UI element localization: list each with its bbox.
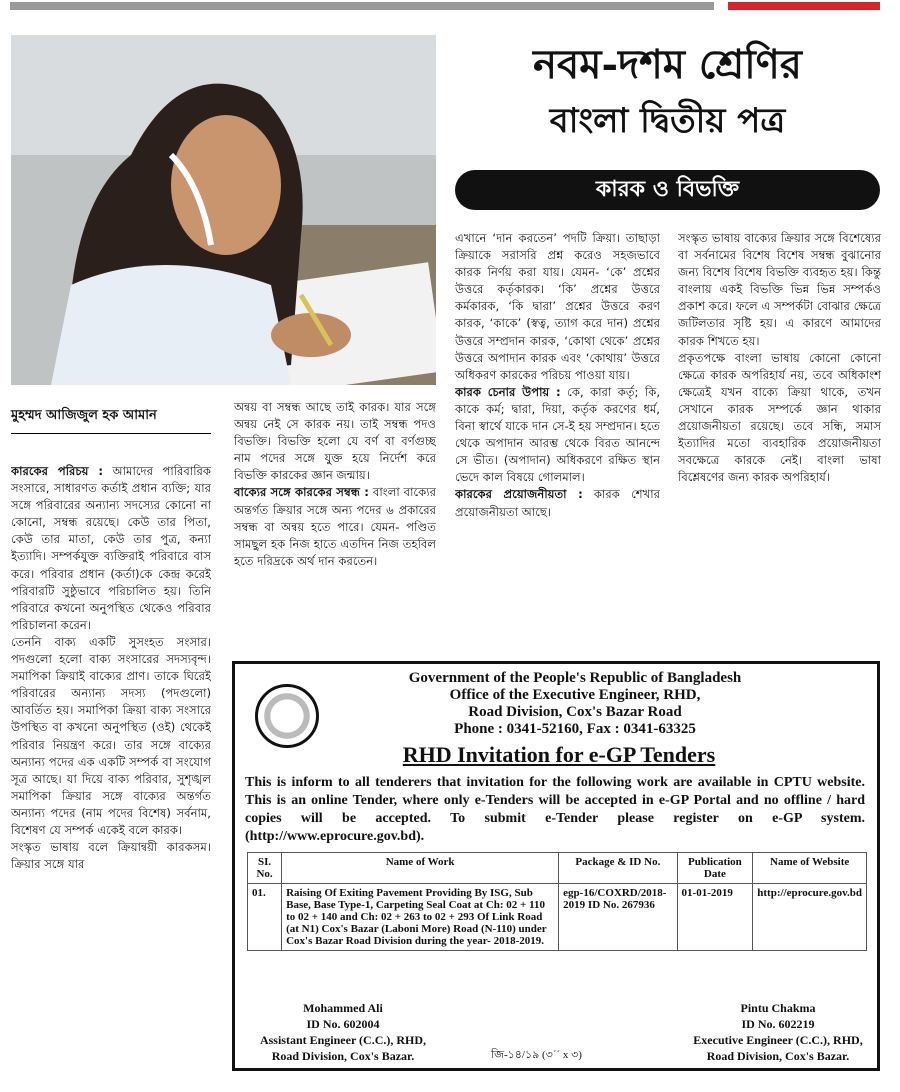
section-heading: কারক চেনার উপায় : bbox=[455, 384, 561, 399]
notice-line: Office of the Executive Engineer, RHD, bbox=[449, 687, 701, 703]
notice-line: Phone : 0341-52160, Fax : 0341-63325 bbox=[454, 721, 696, 737]
table-row bbox=[248, 884, 867, 951]
page-title: নবম-দশম শ্রেণির bbox=[533, 41, 802, 88]
paragraph: সংস্কৃত ভাষায় বলে ক্রিয়ান্বয়ী কারকসম। ক্রিয়ার সঙ্গে যার bbox=[11, 840, 211, 872]
paragraph: তেননি বাক্য একটি সুসংহত সংসার। পদগুলো হলো বাক্য সংসারের সদস্যবৃন্দ। সমাপিকা ক্রিয়াই বাক্যের প্রাণ। তাকে ঘিরেই পরিবারের অন্যান্য সদস্য (পদগুলো) আবর্তিত হয়। সমাপিকা ক্রিয়া বাক্য সংসারে উপস্থিত বা কখনো অনুপস্থিত (ওই) থেকেই পরিবার নিয়ন্ত্রণ করে। তার সঙ্গে বাক্যের অন্যান্য পদের এক একটি সম্পর্ক বা সংযোগ সূত্র আছে। যা দিয়ে বাক্য পরিবার, সুশৃঙ্খল সমাপিকা ক্রিয়ার সঙ্গে বাক্যের অন্তর্গত অন্যান্য পদের (নাম পদের বিশেষ) সর্বনাম, বিশেষণ যে সম্পর্ক একেই বলে কারক। bbox=[11, 634, 211, 837]
table-cell: Raising Of Exiting Pavement Providing By ISG, Sub Base, Base Type-1, Carpeting Seal Coat at Ch: 02 + 110 to 02 + 140 and Ch: 02 + 263 to 02 + 293 Of Link Road (at N1) Cox's Bazar (Laboni More) Road (N-110) under Cox's Bazar Road Division during the year- 2018-2019. bbox=[282, 884, 559, 951]
tender-table bbox=[247, 852, 867, 951]
signatory-office: Road Division, Cox's Bazar. bbox=[271, 1049, 415, 1063]
ad-code: জি-১৪/১৯ (৩´´ x ৩) bbox=[491, 1049, 582, 1061]
paragraph-text: আমাদের পারিবারিক সংসারে, সাধারণত কর্তাই প্রধান ব্যক্তি; যার সঙ্গে পরিবারের অন্যান্য সদস্যের কোনো না কোনো, সম্বন্ধ রয়েছে। কেউ তার পিতা, কেউ তার মাতা, কেউ তার পুত্র, কন্যা ইত্যাদি। সম্পর্কযুক্ত ব্যক্তিরাই পরিবারে বাস করে। পরিবার প্রধান (কর্তা)কে কেন্দ্র করেই পরিবারটি সুষ্ঠুভাবে পরিচালিত হয়। তিনি পরিবারে কখনো অনুপস্থিত থেকেও পরিবার পরিচালনা করেন। bbox=[11, 464, 211, 632]
notice-line: Road Division, Cox's Bazar Road bbox=[468, 704, 682, 720]
signatory-title: Executive Engineer (C.C.), RHD, bbox=[693, 1033, 863, 1047]
notice-body: This is inform to all tenderers that invitation for the following work are available in CPTU website. This is an online Tender, where only e-Tenders will be accepted in e-GP Portal and no offline / hard copies will be accepted. To submit e-Tender please register on e-GP system. (http://www.eprocure.gov.bd). bbox=[245, 775, 865, 844]
signatory-name: Pintu Chakma bbox=[740, 1001, 816, 1015]
top-rule-gray bbox=[10, 2, 714, 10]
article-column-4 bbox=[678, 230, 881, 648]
column-header: SI. No. bbox=[248, 853, 282, 884]
author-byline: মুহম্মদ আজিজুল হক আমান bbox=[11, 406, 211, 434]
student-photo bbox=[11, 35, 436, 385]
article-column-1 bbox=[11, 463, 211, 1063]
paragraph: প্রকৃতপক্ষে বাংলা ভাষায় কোনো কোনো ক্ষেত্রে কারক অপরিহার্য নয়, তবে অধিকাংশ ক্ষেত্রেই যখন বাক্যে ক্রিয়া থাকে, তখন সেখানে কারক সম্পর্কে জ্ঞান থাকার প্রয়োজনীয়তা রয়েছে। তবে সন্ধি, সমাস ইত্যাদির মতো ব্যবহারিক প্রয়োজনীয়তা সবক্ষেত্রে কারকে নেই। বাংলা ভাষা বিশ্লেষণের জন্য কারক অপরিহার্য। bbox=[678, 350, 881, 485]
paragraph: সংস্কৃত ভাষায় বাক্যের ক্রিয়ার সঙ্গে বিশেষ্যের বা সর্বনামের বিশেষ বিশেষ সম্বন্ধ বুঝানোর জন্য বিশেষ বিশেষ বিভক্তি ব্যবহৃত হয়। কিন্তু বাংলায় একই বিভক্তি ভিন্ন ভিন্ন সম্পর্কও প্রকাশ করে। ফলে এ সম্পর্কটা বোঝার ক্ষেত্রে জটিলতার সৃষ্টি হয়। এ কারণে আমাদের কারক শিখতে হয়। bbox=[678, 231, 881, 348]
notice-line: Government of the People's Republic of Bangladesh bbox=[408, 670, 742, 686]
section-heading: কারকের পরিচয় : bbox=[11, 464, 103, 478]
signatory-name: Mohammed Ali bbox=[303, 1001, 383, 1015]
signatory-office: Road Division, Cox's Bazar. bbox=[706, 1049, 850, 1063]
notice-title: RHD Invitation for e-GP Tenders bbox=[402, 742, 716, 767]
topic-banner: কারক ও বিভক্তি bbox=[455, 170, 880, 210]
paragraph: অন্বয় বা সম্বন্ধ আছে তাই কারক। যার সঙ্গে অন্বয় নেই সে কারক নয়। তাই সম্বন্ধ পদও বিভক্তি। বিভক্তি হলো যে বর্ণ বা বর্ণগুচ্ছ নাম পদের সঙ্গে যুক্ত হয়ে নির্দেশ করে বিভক্তি কারকের জ্ঞান জন্মায়। bbox=[234, 400, 436, 483]
student-writing-image bbox=[11, 35, 436, 385]
tender-notice bbox=[232, 661, 880, 1071]
column-header: Package & ID No. bbox=[559, 853, 677, 884]
signature-left bbox=[253, 1000, 433, 1064]
top-rule-red bbox=[728, 2, 880, 10]
paragraph-text: বাংলা বাক্যের অন্তর্গত ক্রিয়ার সঙ্গে অন্য পদের ৬ প্রকারের সম্বন্ধ বা অন্বয় হতে পারে। যেমন- পণ্ডিত সামছুল হক নিজ হাতে এতদিন নিজ তহবিল হতে দরিদ্রকে অর্থ দান করতেন। bbox=[234, 485, 436, 568]
paragraph: এখানে ‘দান করতেন’ পদটি ক্রিয়া। তাছাড়া ক্রিয়াকে সরাসরি প্রশ্ন করেও সহজভাবে কারক নির্ণয় করা যায়। যেমন- ‘কে’ প্রশ্নের উত্তরে কর্তৃকারক। ‘কি’ প্রশ্নের উত্তরে কর্মকারক, ‘কি দ্বারা’ প্রশ্নের উত্তরে করণ কারক, ‘কাকে’ (স্বত্ব, ত্যাগ করে দান) প্রশ্নের উত্তরে সম্প্রদান কারক, ‘কোথা থেকে’ প্রশ্নের উত্তরে অপাদান কারক এবং ‘কোথায়’ উত্তরে অধিকরণ কারকের পরিচয় পাওয়া যায়। bbox=[455, 231, 660, 382]
paragraph bbox=[455, 384, 660, 487]
column-header: Publication Date bbox=[677, 853, 753, 884]
column-header: Name of Work bbox=[282, 853, 559, 884]
section-heading: কারকের প্রয়োজনীয়তা : bbox=[455, 487, 583, 502]
paragraph bbox=[234, 484, 436, 569]
page-subtitle: বাংলা দ্বিতীয় পত্র bbox=[549, 101, 786, 141]
paragraph-text: কে, কারা কর্তৃ; কি, কাকে কর্ম; দ্বারা, দিয়া, কর্তৃক করণের ধর্ম, বিনা স্বার্থে যাকে দান সে-ই হয় সম্প্রদান। হতে থেকে অপাদান আরম্ভ থেকে বিরত আনন্দে সে ভীত। (অপাদান) অধিকরণে রক্ষিত স্থান ভেদে কাল বিষয়ে গোলমাল। bbox=[455, 384, 660, 485]
signatory-title: Assistant Engineer (C.C.), RHD, bbox=[259, 1033, 427, 1047]
table-cell: egp-16/COXRD/2018-2019 ID No. 267936 bbox=[559, 884, 677, 951]
paragraph bbox=[11, 463, 211, 634]
table-cell: 01-01-2019 bbox=[677, 884, 753, 951]
article-column-3 bbox=[455, 230, 660, 648]
column-header: Name of Website bbox=[753, 853, 867, 884]
table-cell: 01. bbox=[248, 884, 282, 951]
signatory-id: ID No. 602219 bbox=[741, 1017, 815, 1031]
paragraph-text: কারক শেখার প্রয়োজনীয়তা আছে। bbox=[455, 487, 660, 519]
table-cell: http://eprocure.gov.bd bbox=[753, 884, 867, 951]
article-column-2 bbox=[234, 399, 436, 645]
paragraph bbox=[455, 486, 660, 520]
signatory-id: ID No. 602004 bbox=[306, 1017, 380, 1031]
section-heading: বাক্যের সঙ্গে কারকের সম্বন্ধ : bbox=[234, 485, 369, 500]
notice-header bbox=[305, 670, 845, 738]
signature-right bbox=[683, 1000, 873, 1064]
